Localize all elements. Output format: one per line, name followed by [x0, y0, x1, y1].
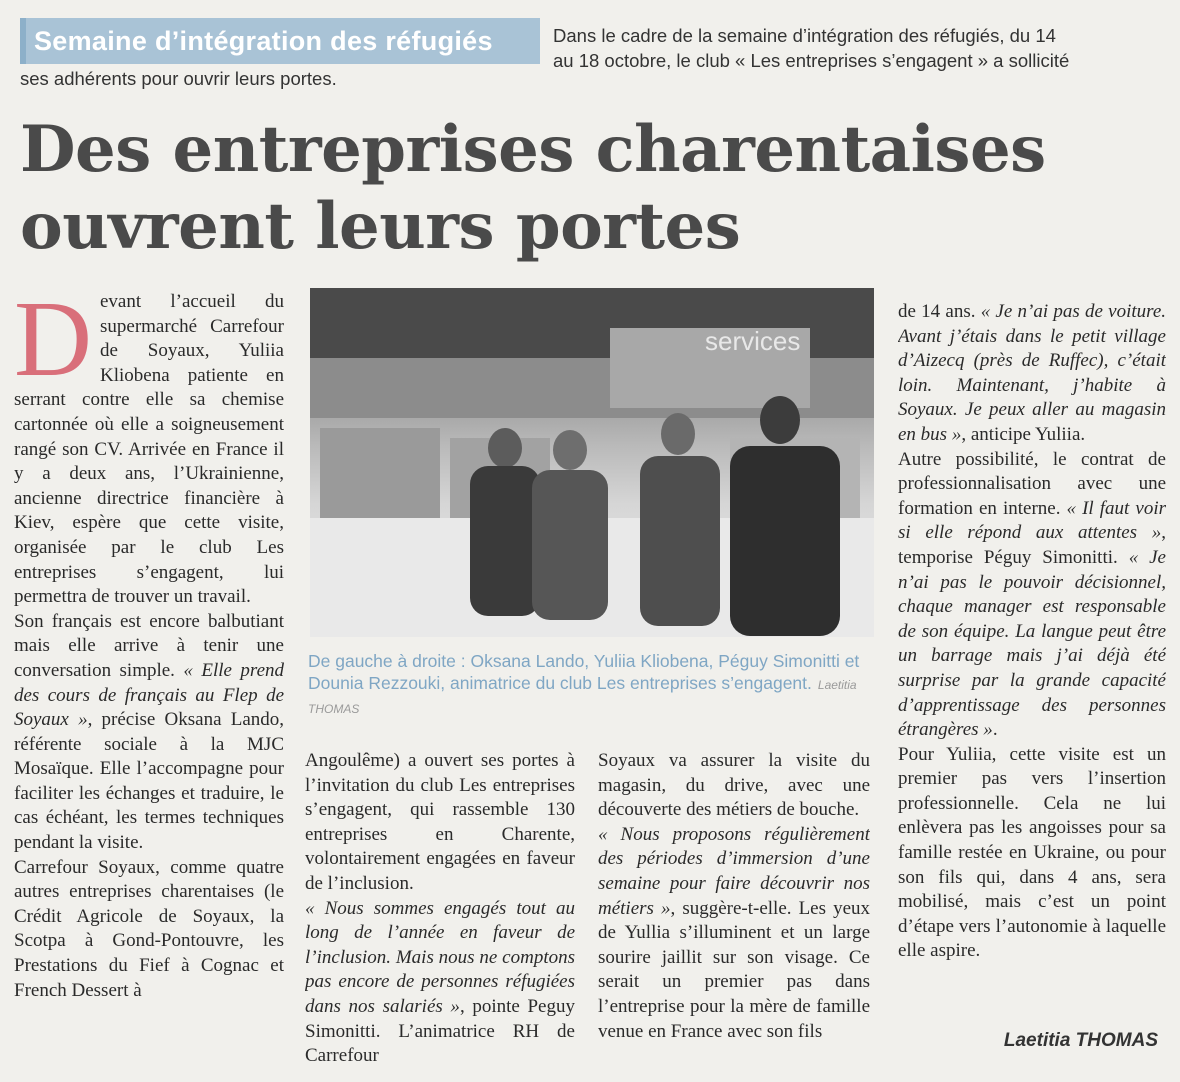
col1-quote: « Elle prend des cours de français au Flep de Soyaux »	[14, 659, 284, 731]
col3-text-1: Soyaux va assurer la visite du magasin, du drive, avec une découverte des métiers de bouche.	[598, 750, 870, 821]
col2-quote: « Nous sommes engagés tout au long de l’année en faveur de l’inclusion. Mais nous ne comptons pas encore de personnes réfugiées dans nos salariés »	[305, 897, 575, 1017]
kicker-banner	[20, 18, 540, 64]
article-column-1	[14, 290, 284, 1070]
intro-line-2: au 18 octobre, le club « Les entreprises s’engagent » a sollicité	[553, 50, 1070, 71]
col3-quote: « Nous proposons régulièrement des périodes d’immersion d’une semaine pour faire découvrir nos métiers »	[598, 823, 870, 919]
col1-text-3: Carrefour Soyaux, comme quatre autres entreprises charentaises (le Crédit Agricole de Soyaux, la Scotpa à Gond-Pontouvre, les Prestations du Fief à Cognac et French Dessert à	[14, 856, 284, 1001]
col3-text-2b: , suggère-t-elle. Les yeux de Yullia s’illuminent et un large sourire jaillit sur son visage. Ce serait un premier pas dans l’entreprise pour la mère de famille venue en France avec son fils	[598, 897, 870, 1042]
col1-paragraph-2	[14, 610, 284, 856]
col4-text-1a: de 14 ans.	[898, 301, 981, 322]
col4-quote-2: « Il faut voir si elle répond aux attentes »	[898, 497, 1166, 544]
article-column-3	[598, 749, 870, 1074]
col3-paragraph-1	[598, 749, 870, 823]
intro-line-3: ses adhérents pour ouvrir leurs portes.	[20, 68, 337, 89]
col4-text-1b: , anticipe Yuliia.	[961, 423, 1086, 445]
kicker-label: Semaine d’intégration des réfugiés	[34, 25, 493, 56]
col2-text-2b: , pointe Peguy Simonitti. L’animatrice RH de Carrefour	[305, 995, 575, 1067]
photo-credit: Laetitia THOMAS	[308, 678, 857, 716]
store-sign-text: services	[705, 326, 801, 356]
col4-text-2c: .	[992, 719, 998, 741]
col2-text-1: Angoulême) a ouvert ses portes à l’invitation du club Les entreprises s’engagent, qui rassemble 130 entreprises en Charente, volontairement engagées en faveur de l’inclusion.	[305, 750, 575, 894]
col4-paragraph-1	[898, 300, 1166, 448]
article-photo	[310, 288, 874, 637]
headline-line-1: Des entreprises charentaises	[20, 112, 1046, 187]
col4-text-2a: Autre possibilité, le contrat de professionnalisation avec une formation en interne.	[898, 448, 1166, 519]
col4-paragraph-3	[898, 743, 1166, 964]
col4-text-2b: , temporise Péguy Simonitti.	[898, 522, 1166, 568]
col1-text-2b: , précise Oksana Lando, référente sociale à la MJC Mosaïque. Elle l’accompagne pour faciliter les échanges et traduire, le cas échéant, les termes techniques pendant la visite.	[14, 709, 284, 854]
col2-paragraph-1	[305, 749, 575, 897]
col4-quote-1: « Je n’ai pas de voiture. Avant j’étais dans le petit village d’Aizecq (près de Ruffec), c’était loin. Maintenant, j’habite à Soyaux. Je peux aller au magasin en bus »	[898, 301, 1166, 445]
drop-cap: D	[14, 290, 92, 399]
col4-paragraph-2	[898, 448, 1166, 743]
photo-caption	[308, 650, 868, 720]
caption-text: De gauche à droite : Oksana Lando, Yuliia Kliobena, Péguy Simonitti et Dounia Rezzouki, animatrice du club Les entreprises s’engagent.	[308, 651, 860, 693]
col2-paragraph-2	[305, 897, 575, 1069]
headline-line-2: ouvrent leurs portes	[20, 189, 741, 264]
store-photo-illustration	[310, 288, 874, 637]
intro-line-1: Dans le cadre de la semaine d’intégration des réfugiés, du 14	[553, 25, 1056, 46]
article-column-2	[305, 749, 575, 1074]
col4-text-3: Pour Yuliia, cette visite est un premier pas vers l’insertion professionnelle. Cela ne lui enlèvera pas les angoisses pour sa famille restée en Ukraine, ou pour son fils qui, dans 4 ans, sera mobilisé, mais c’est un point d’étape vers l’autonomie à laquelle elle aspire.	[898, 743, 1166, 962]
col1-text-2a: Son français est encore balbutiant mais elle arrive à tenir une conversation simple.	[14, 610, 284, 681]
col3-paragraph-2	[598, 823, 870, 1044]
author-signature: Laetitia THOMAS	[1003, 1030, 1158, 1051]
article-column-4	[898, 300, 1166, 1028]
col1-paragraph-3	[14, 856, 284, 1004]
col4-quote-3: « Je n’ai pas le pouvoir décisionnel, chaque manager est responsable de son équipe. La langue peut être un barrage mais j’ai déjà été surprise par la grande capacité d’apprentissage des personnes étrangères »	[898, 546, 1166, 741]
col1-text-1: evant l’accueil du supermarché Carrefour de Soyaux, Yuliia Kliobena patiente en serrant contre elle sa chemise cartonnée où elle a soigneusement rangé son CV. Arrivée en France il y a deux ans, l’Ukrainienne, ancienne directrice financière à Kiev, espère que cette visite, organisée par le club Les entreprises s’engagent, lui permettra de trouver un travail.	[14, 291, 284, 608]
